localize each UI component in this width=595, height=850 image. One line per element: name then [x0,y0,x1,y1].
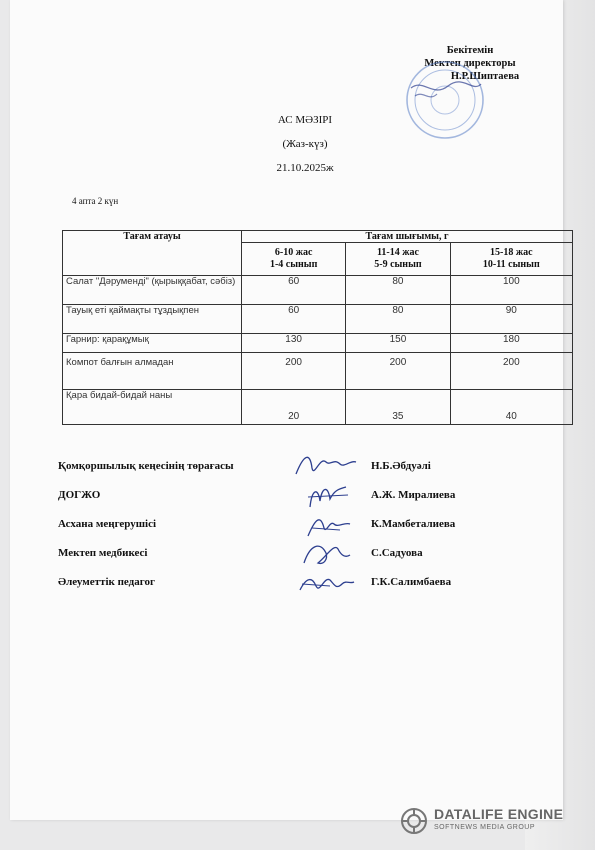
yield-value: 80 [346,276,450,305]
signatory-name: А.Ж. Миралиева [371,489,456,501]
signatory-name: Н.Б.Әбдуәлі [371,460,431,472]
signatory-role: Қомқоршылық кеңесінің төрағасы [58,460,234,472]
yield-value: 90 [450,305,572,334]
yield-value: 60 [242,276,346,305]
yield-value: 60 [242,305,346,334]
dish-name: Қара бидай-бидай наны [63,390,242,425]
yield-value: 150 [346,334,450,353]
watermark-subtitle: SOFTNEWS MEDIA GROUP [434,824,536,831]
signatory-name: К.Мамбеталиева [371,518,456,530]
document-page [10,0,563,820]
yield-value: 200 [346,353,450,390]
age-group-grade: 10-11 сынып [482,259,540,270]
signatory-role: Асхана меңгерушісі [58,518,157,530]
age-group-age: 6-10 жас [274,247,313,258]
menu-table [62,230,573,425]
yield-value: 200 [242,353,346,390]
yield-value: 20 [242,390,346,425]
age-group-header [450,243,572,276]
yield-value: 40 [450,390,572,425]
signatory-role: Әлеуметтік педагог [58,576,155,588]
approval-line-3: Н.Р.Шиптаева [450,71,520,82]
signature-row [58,547,518,576]
signatures-block [58,460,518,605]
signature-row [58,489,518,518]
table-row [63,305,573,334]
table-row [63,334,573,353]
column-header-dish: Тағам атауы [63,231,242,276]
age-group-age: 15-18 жас [490,247,533,258]
signatory-role: ДОГЖО [58,489,101,501]
dish-name: Гарнир: қарақұмық [63,334,242,353]
watermark-title: DATALIFE ENGINE [434,806,564,822]
signature-row [58,576,518,605]
menu-date: 21.10.2025ж [276,162,334,174]
menu-title-block [240,108,370,180]
table-row [63,276,573,305]
age-group-age: 11-14 жас [376,247,419,258]
approval-line-1: Бекітемін [446,45,494,56]
handwritten-signature-icon [290,564,360,600]
signatory-name: С.Садуова [371,547,423,559]
table-row [63,390,573,425]
site-watermark [400,803,580,837]
yield-value: 100 [450,276,572,305]
column-header-yield: Тағам шығымы, г [242,231,573,243]
approval-line-2: Мектеп директоры [424,58,516,69]
menu-season: (Жаз-күз) [282,138,328,150]
yield-value: 80 [346,305,450,334]
signatory-role: Мектеп медбикесі [58,547,148,559]
dish-name: Компот балғын алмадан [63,353,242,390]
yield-value: 35 [346,390,450,425]
dish-name: Салат "Дәруменді" (қырыққабат, сәбіз) [63,276,242,305]
age-group-grade: 5-9 сынып [374,259,422,270]
signatory-name: Г.К.Салимбаева [371,576,452,588]
yield-value: 200 [450,353,572,390]
table-row [63,353,573,390]
table-header-row [63,231,573,243]
week-day-label: 4 апта 2 күн [72,196,119,206]
age-group-grade: 1-4 сынып [269,259,318,270]
signature-row [58,518,518,547]
age-group-header [242,243,346,276]
yield-value: 180 [450,334,572,353]
school-stamp-icon [403,58,487,142]
signature-row [58,460,518,489]
dish-name: Тауық еті қаймақты тұздықпен [63,305,242,334]
datalife-logo-icon [400,807,428,835]
menu-title: АС МӘЗІРІ [277,114,333,126]
age-group-header [346,243,450,276]
yield-value: 130 [242,334,346,353]
